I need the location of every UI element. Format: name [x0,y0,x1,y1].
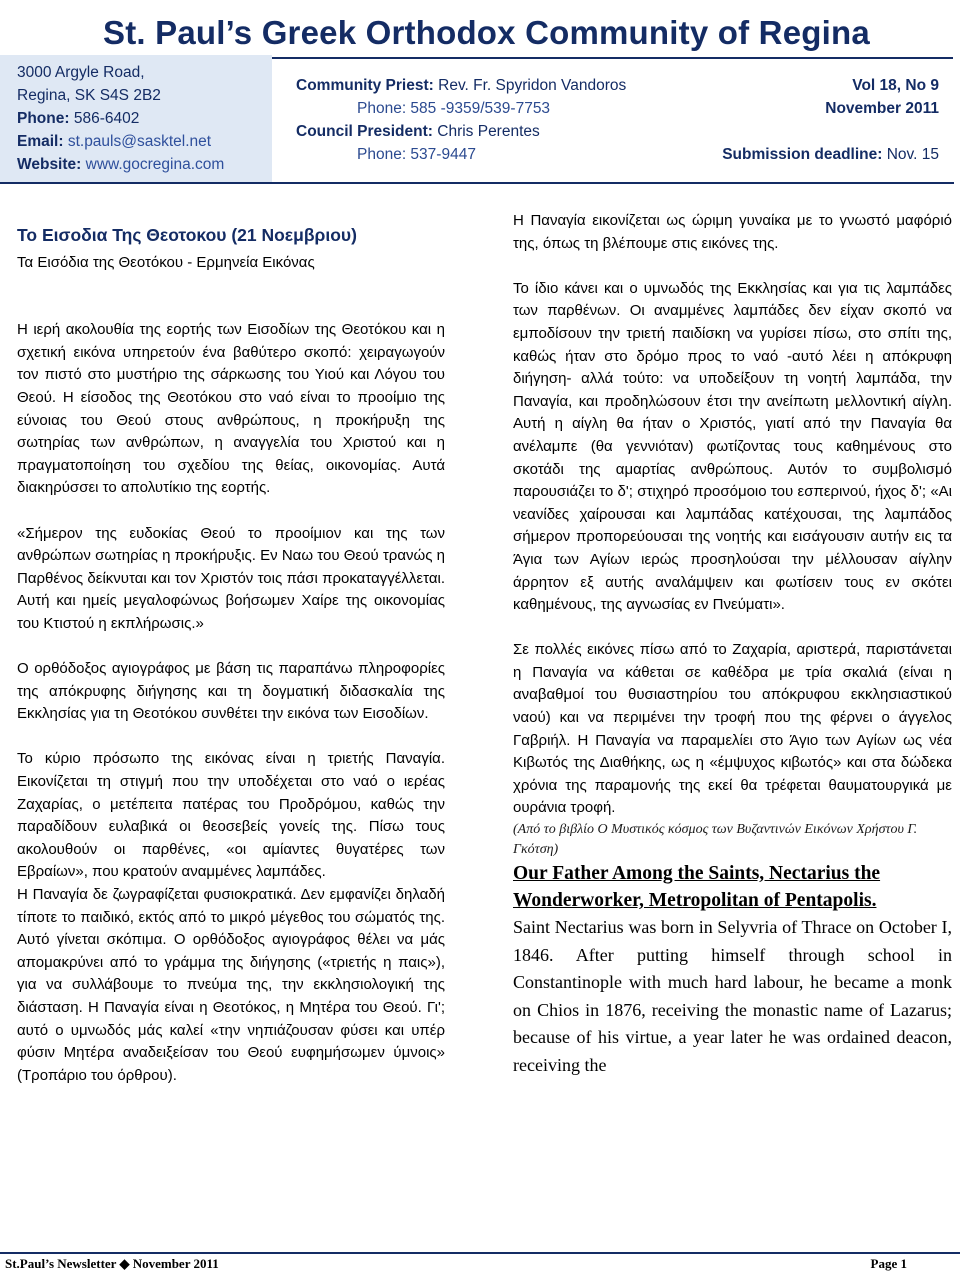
footer-rule [0,1252,960,1254]
saint-body: Saint Nectarius was born in Selyvria of Thrace on October I, 1846. After putting himself through school in Constantinople with much hard labour, he became a monk on Chios in 1876, receiving the monastic name of Lazarus; because of his virtue, a year later he was ordained deacon, receiving the [513,917,952,1075]
president-phone: Phone: 537-9447 [357,146,476,163]
issue-date: November 2011 [825,100,939,117]
priest-name: Rev. Fr. Spyridon Vandoros [438,77,627,94]
masthead [0,0,960,185]
address-line-1: 3000 Argyle Road, [17,64,145,81]
header-bottom-rule [0,182,954,184]
volume-number: Vol 18, No 9 [852,77,939,94]
email-line [17,133,211,151]
footer-date: November 2011 [132,1256,219,1271]
article-paragraph-3: Ο ορθόδοξος αγιογράφος με βάση τις παραπάνω πληροφορίες της απόκρυφης διήγησης και τη δογματική διδασκαλία της Εκκλησίας για τη Θεοτόκου συνθέτει την εικόνα των Εισοδίων. [17,660,445,723]
phone-line [17,110,139,128]
article-paragraph-2: «Σήμερον της ευδοκίας Θεού το προοίμιον και της των ανθρώπων σωτηρίας η προκήρυξις. Εν Ναω του Θεού τρανώς η Παρθένος δείκνυται και τον Χριστόν τοις πάσι προκαταγγέλλεται. Αυτή και ημείς μεγαλοφώνως βοήσωμεν Χαίρε της οικονομίας του Κτιστού η εκπλήρωσις.» [17,524,445,632]
article-paragraph-4: Το κύριο πρόσωπο της εικόνας είναι η τριετής Παναγία. Εικονίζεται τη στιγμή που την υποδέχεται στο ναό ο ιερέας Ζαχαρίας, ο μετέπειτα πατέρας του Προδρόμου, καθώς την παραδίδουν ευλαβικά οι θεοσεβείς γονείς της. Πίσω τους ακολουθούν οι παρθένες, «οι αμίαντες θυγατέρες των Εβραίων», που κρατούν αναμμένες λαμπάδες. [17,750,445,881]
saint-heading: Our Father Among the Saints, Nectarius the Wonderworker, Metropolitan of Pentapolis. [513,863,881,912]
website-label: Website: [17,156,82,173]
page-number: Page 1 [870,1256,907,1271]
phone-label: Phone: [17,110,70,127]
article-paragraph-r3: Σε πολλές εικόνες πίσω από το Ζαχαρία, αριστερά, παριστάνεται η Παναγία να κάθεται σε καθέδρα με τρία σκαλιά (είναι η αναβαθμοί του θυσιαστηρίου του απόκρυφου εκκλησιαστικού ναού) και να περιμένει την τροφή που της φέρνει ο άγγελος Γαβριήλ. Η Παναγία να παραμελίει στο Άγιο των Αγίων ως νέα Κιβωτός της Διαθήκης, ως η «έμψυχος κιβωτός» και στα δώδεκα χρόνια της παραμονής της εκεί θα τρέφεται θαυματουργικά με ουράνια τροφή. [513,641,952,817]
article-paragraph-r1: Η Παναγία εικονίζεται ως ώριμη γυναίκα με το γνωστό μαφόριό της, όπως τη βλέπουμε στις εικόνες της. [513,212,952,252]
president-line [296,123,540,141]
right-column [513,210,952,1079]
website-line [17,156,224,174]
article-citation: (Από το βιβλίο Ο Μυστικός κόσμος των Βυζαντινών Εικόνων Χρήστου Γ. Γκότση) [513,822,918,858]
article-heading: Το Εισοδια Της Θεοτοκου (21 Νοεμβριου) [17,225,357,245]
newsletter-title: St. Paul’s Greek Orthodox Community of Regina [103,14,870,51]
phone-value: 586-6402 [73,110,140,127]
priest-phone: Phone: 585 -9359/539-7753 [357,100,551,117]
president-label: Council President: [296,123,433,140]
address-box [0,55,272,183]
email-link[interactable]: st.pauls@sasktel.net [67,133,212,150]
priest-line [296,77,626,95]
article-paragraph-1: Η ιερή ακολουθία της εορτής των Εισοδίων της Θεοτόκου και η σχετική εικόνα υπηρετούν ένα βαθύτερο σκοπό: χειραγωγούν τον πιστό στο μυστήριο της σάρκωσης του Υιού και Λόγου του Θεού. Η είσοδος της Θεοτόκου στο ναό είναι το προοίμιο της εύνοιας του Θεού στους ανθρώπους, η προκήρυξη της σωτηρίας των ανθρώπων, η αναγγελία του Χριστού και η πραγματοποίηση του σχεδίου της θείας, οικονομίας. Αυτά διακηρύσσει το απολυτίκιο της εορτής. [17,321,445,497]
article-paragraph-5: Η Παναγία δε ζωγραφίζεται φυσιοκρατικά. Δεν εμφανίζει δηλαδή τίποτε το παιδικό, εκτός από το μικρό μέγεθος του σώματός της. Αυτό γίνεται σκόπιμα. Ο ορθόδοξος αγιογράφος θέλει να μάς απομακρύνει από το γράμμα της διήγησης («τριετής η παις»), για να συλλάβουμε το πνεύμα της, την εκκλησιολογική της διάσταση. Η Παναγία είναι η Θεοτόκος, η Μητέρα του Θεού. Γι'; αυτό ο υμνωδός μάς καλεί «την νηπιάζουσαν φύσει και υπέρ φύσιν Μητέρα αναδειξείσαν του Θεού ευφημήσωμεν ύμνοις» (Τροπάριο του όρθρου). [17,886,445,1084]
president-name: Chris Perentes [437,123,540,140]
left-column [17,224,445,1087]
email-label: Email: [17,133,64,150]
address-line-2: Regina, SK S4S 2B2 [17,87,161,104]
article-paragraph-r2: Το ίδιο κάνει και ο υμνωδός της Εκκλησίας και για τις λαμπάδες των παρθένων. Οι αναμμένες λαμπάδες δεν είχαν σκοπό να εμποδίσουν την τριετή παιδίσκη να γυρίσει πίσω, στο σπίτι της, καθώς ήταν στο δρόμο προς το ναό -αυτό λέει η απόκρυφη διήγηση- αλλά τούτο: να υποδείξουν τη νοητή λαμπάδα, την Παναγία, και προδηλώσουν έτσι την ανείπωτη μελλοντική αίγλη. Αυτή η αίγλη θα ήταν ο Χριστός, γιατί από την Παναγία θα ανέλαμπε (θα γεννιόταν) φωτίζοντας τους καθημένους στο σκοτάδι της αμαρτίας ανθρώπους. Αυτόν το συμβολισμό παρουσιάζει το δ'; στιχηρό προσόμοιο του εσπερινού, ήχος δ'; «Αι νεανίδες χαίρουσαι και λαμπάδας κατέχουσαι, της λαμπάδος σήμερον προπορεύουσαι της νοητής και εισάγουσιν αυτήν εις τα Άγια των Αγίων ιερώς προσηλούσαι την μέλλουσαν αίγλην άρρητον εξ αυτής αναλάμψειν και φωτίσειν τους εν σκότει καθημένους, της αγνωσίας εν Πνεύματι». [513,279,952,614]
article-subheading: Τα Εισόδια της Θεοτόκου - Ερμηνεία Εικόνας [17,253,315,271]
submission-deadline [722,146,939,164]
footer-left [5,1256,219,1272]
deadline-value: Nov. 15 [886,146,939,163]
header-rule [272,57,953,59]
diamond-separator-icon: ◆ [119,1256,130,1271]
website-link[interactable]: www.gocregina.com [85,156,225,173]
footer-newsletter-name: St.Paul’s Newsletter [5,1256,117,1271]
priest-label: Community Priest: [296,77,434,94]
deadline-label: Submission deadline: [722,146,883,163]
